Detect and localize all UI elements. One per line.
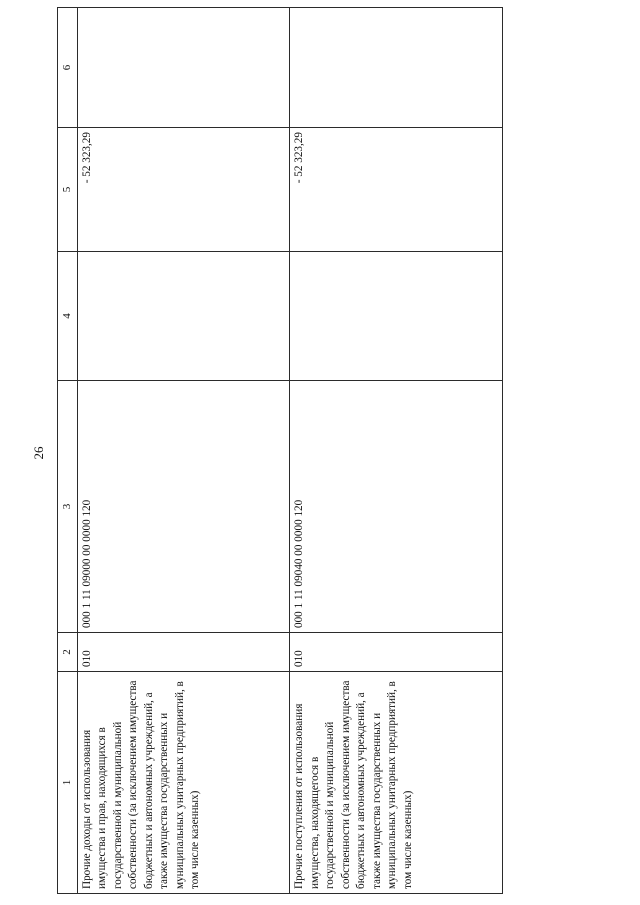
header-col-2: 2 bbox=[58, 633, 78, 672]
row-name-cell: Прочие поступления от использования имущества, находящегося в государственной и муниципальной собственности (за исключением имущества бюджетных и автономных учреждений, а также имущества государственных и муниципальных унитарных предприятий, в том числе казенных) bbox=[290, 672, 503, 894]
col6-cell bbox=[77, 8, 290, 128]
header-col-4: 4 bbox=[58, 252, 78, 381]
row-name-cell: Прочие доходы от использования имущества и прав, находящихся в государственной и муниципальной собственности (за исключением имущества бюджетных и автономных учреждений, а также имущества государственных и муниципальных унитарных предприятий, в том числе казенных) bbox=[77, 672, 290, 894]
header-col-6: 6 bbox=[58, 8, 78, 128]
kbk-code-cell: 000 1 11 09000 00 0000 120 bbox=[77, 381, 290, 633]
header-col-3: 3 bbox=[58, 381, 78, 633]
table-header-row bbox=[58, 8, 78, 894]
col4-cell bbox=[290, 252, 503, 381]
revenue-table bbox=[57, 7, 503, 894]
rotated-table-container bbox=[57, 8, 503, 894]
col4-cell bbox=[77, 252, 290, 381]
header-col-1: 1 bbox=[58, 672, 78, 894]
line-code-cell: 010 bbox=[77, 633, 290, 672]
amount-cell: - 52 323,29 bbox=[77, 128, 290, 252]
col6-cell bbox=[290, 8, 503, 128]
kbk-code-cell: 000 1 11 09040 00 0000 120 bbox=[290, 381, 503, 633]
header-col-5: 5 bbox=[58, 128, 78, 252]
table-row bbox=[290, 8, 503, 894]
line-code-cell: 010 bbox=[290, 633, 503, 672]
table-row bbox=[77, 8, 290, 894]
page-number: 26 bbox=[31, 446, 46, 460]
amount-cell: - 52 323,29 bbox=[290, 128, 503, 252]
